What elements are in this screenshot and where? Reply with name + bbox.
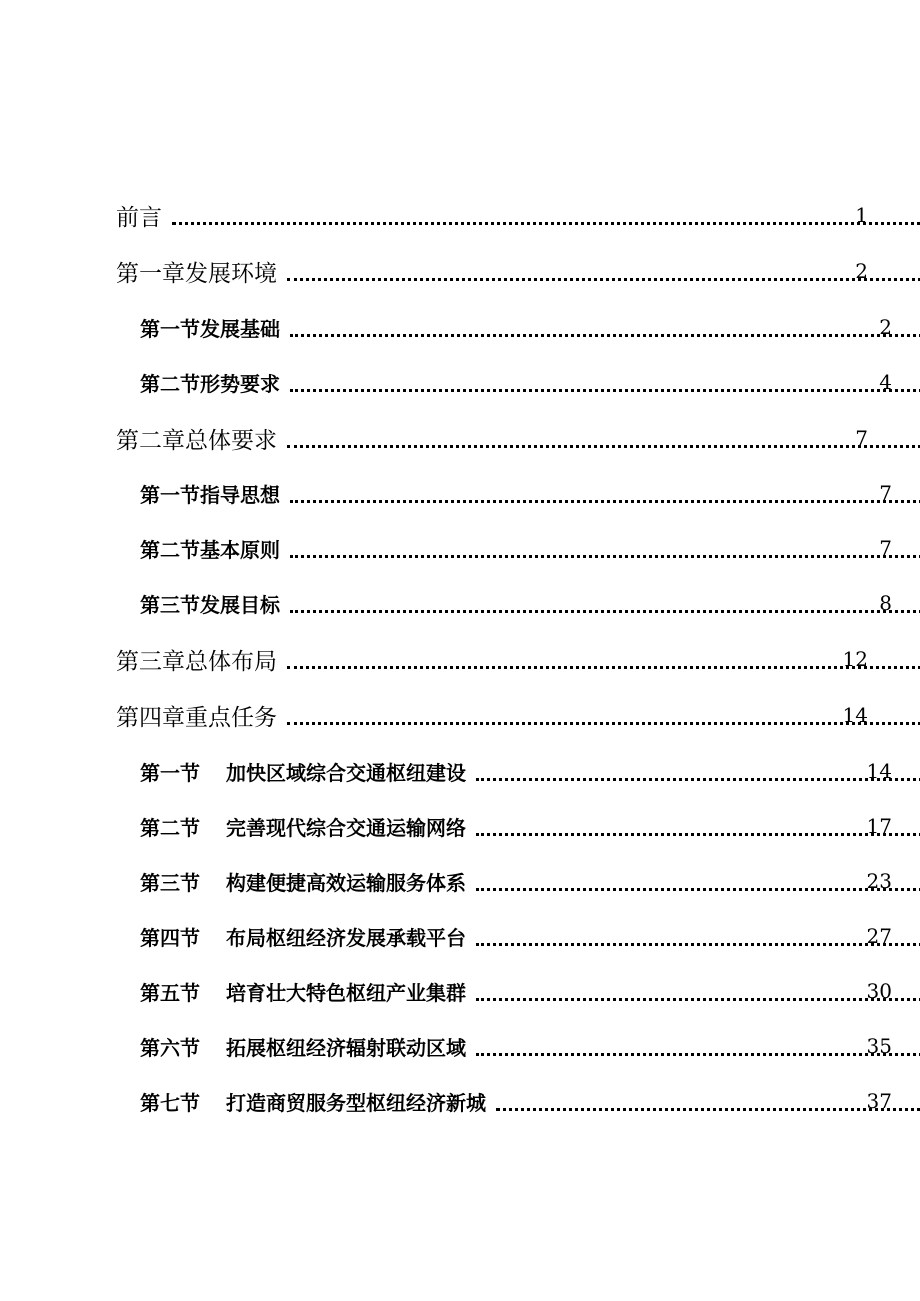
toc-entry-section[interactable] xyxy=(0,528,920,568)
toc-entry-page: 7 xyxy=(855,426,868,450)
toc-entry-section[interactable] xyxy=(0,751,920,791)
section-number: 第三节 xyxy=(140,870,200,895)
toc-entry-page: 7 xyxy=(879,536,892,560)
toc-entry-title xyxy=(140,867,466,896)
toc-entry-section[interactable] xyxy=(0,806,920,846)
toc-entry-title: 第一节发展基础 xyxy=(140,316,280,341)
dot-leader xyxy=(290,610,920,613)
dot-leader xyxy=(287,278,920,281)
dot-leader xyxy=(476,1053,920,1056)
dot-leader xyxy=(496,1108,920,1111)
dot-leader xyxy=(290,500,920,503)
dot-leader xyxy=(290,389,920,392)
toc-entry-title xyxy=(140,977,466,1006)
toc-entry-section[interactable] xyxy=(0,1026,920,1066)
section-name: 拓展枢纽经济辐射联动区域 xyxy=(226,1035,466,1060)
section-number: 第六节 xyxy=(140,1035,200,1060)
dot-leader xyxy=(290,555,920,558)
toc-entry-section[interactable] xyxy=(0,971,920,1011)
section-number: 第五节 xyxy=(140,980,200,1005)
toc-entry-chapter-2[interactable] xyxy=(0,418,920,458)
toc-entry-section[interactable] xyxy=(0,583,920,623)
toc-entry-section[interactable] xyxy=(0,916,920,956)
toc-entry-page: 37 xyxy=(866,1089,892,1113)
toc-entry-section[interactable] xyxy=(0,1081,920,1121)
section-name: 加快区域综合交通枢纽建设 xyxy=(226,760,466,785)
dot-leader xyxy=(172,222,920,225)
section-number: 第一节 xyxy=(140,760,200,785)
toc-entry-title: 第三章总体布局 xyxy=(116,648,277,675)
toc-entry-page: 1 xyxy=(855,203,868,227)
section-name: 布局枢纽经济发展承载平台 xyxy=(226,925,466,950)
toc-entry-page: 2 xyxy=(855,259,868,283)
toc-entry-page: 27 xyxy=(866,924,892,948)
toc-entry-title: 第三节发展目标 xyxy=(140,592,280,617)
toc-entry-chapter-1[interactable] xyxy=(0,251,920,291)
toc-entry-section[interactable] xyxy=(0,473,920,513)
toc-entry-page: 14 xyxy=(842,703,868,727)
toc-entry-title xyxy=(140,1032,466,1061)
dot-leader xyxy=(476,998,920,1001)
toc-entry-chapter-3[interactable] xyxy=(0,639,920,679)
section-number: 第四节 xyxy=(140,925,200,950)
section-number: 第七节 xyxy=(140,1090,200,1115)
dot-leader xyxy=(287,445,920,448)
dot-leader xyxy=(476,888,920,891)
toc-entry-page: 23 xyxy=(866,869,892,893)
dot-leader xyxy=(476,833,920,836)
toc-entry-title xyxy=(140,1087,486,1116)
toc-entry-page: 2 xyxy=(879,315,892,339)
toc-entry-page: 12 xyxy=(842,647,868,671)
toc-entry-section[interactable] xyxy=(0,861,920,901)
section-name: 完善现代综合交通运输网络 xyxy=(226,815,466,840)
toc-entry-page: 4 xyxy=(879,370,892,394)
section-name: 培育壮大特色枢纽产业集群 xyxy=(226,980,466,1005)
dot-leader xyxy=(290,334,920,337)
section-name: 打造商贸服务型枢纽经济新城 xyxy=(226,1090,486,1115)
toc-entry-title: 第一节指导思想 xyxy=(140,482,280,507)
dot-leader xyxy=(476,778,920,781)
toc-entry-title: 第二节形势要求 xyxy=(140,371,280,396)
toc-entry-title: 第一章发展环境 xyxy=(116,260,277,287)
dot-leader xyxy=(287,722,920,725)
toc-entry-page: 7 xyxy=(879,481,892,505)
toc-entry-page: 17 xyxy=(866,814,892,838)
toc-entry-title xyxy=(140,922,466,951)
section-number: 第二节 xyxy=(140,815,200,840)
toc-entry-title xyxy=(140,812,466,841)
toc-entry-page: 35 xyxy=(866,1034,892,1058)
toc-entry-section[interactable] xyxy=(0,307,920,347)
dot-leader xyxy=(476,943,920,946)
toc-entry-section[interactable] xyxy=(0,362,920,402)
toc-entry-title: 第二节基本原则 xyxy=(140,537,280,562)
toc-entry-page: 14 xyxy=(866,759,892,783)
toc-entry-title: 前言 xyxy=(116,204,162,231)
toc-entry-title: 第四章重点任务 xyxy=(116,704,277,731)
toc-entry-chapter-4[interactable] xyxy=(0,695,920,735)
toc-entry-title xyxy=(140,757,466,786)
toc-entry-preface[interactable] xyxy=(0,195,920,235)
toc-entry-page: 30 xyxy=(866,979,892,1003)
toc-entry-title: 第二章总体要求 xyxy=(116,427,277,454)
section-name: 构建便捷高效运输服务体系 xyxy=(226,870,466,895)
dot-leader xyxy=(287,666,920,669)
toc-entry-page: 8 xyxy=(879,591,892,615)
